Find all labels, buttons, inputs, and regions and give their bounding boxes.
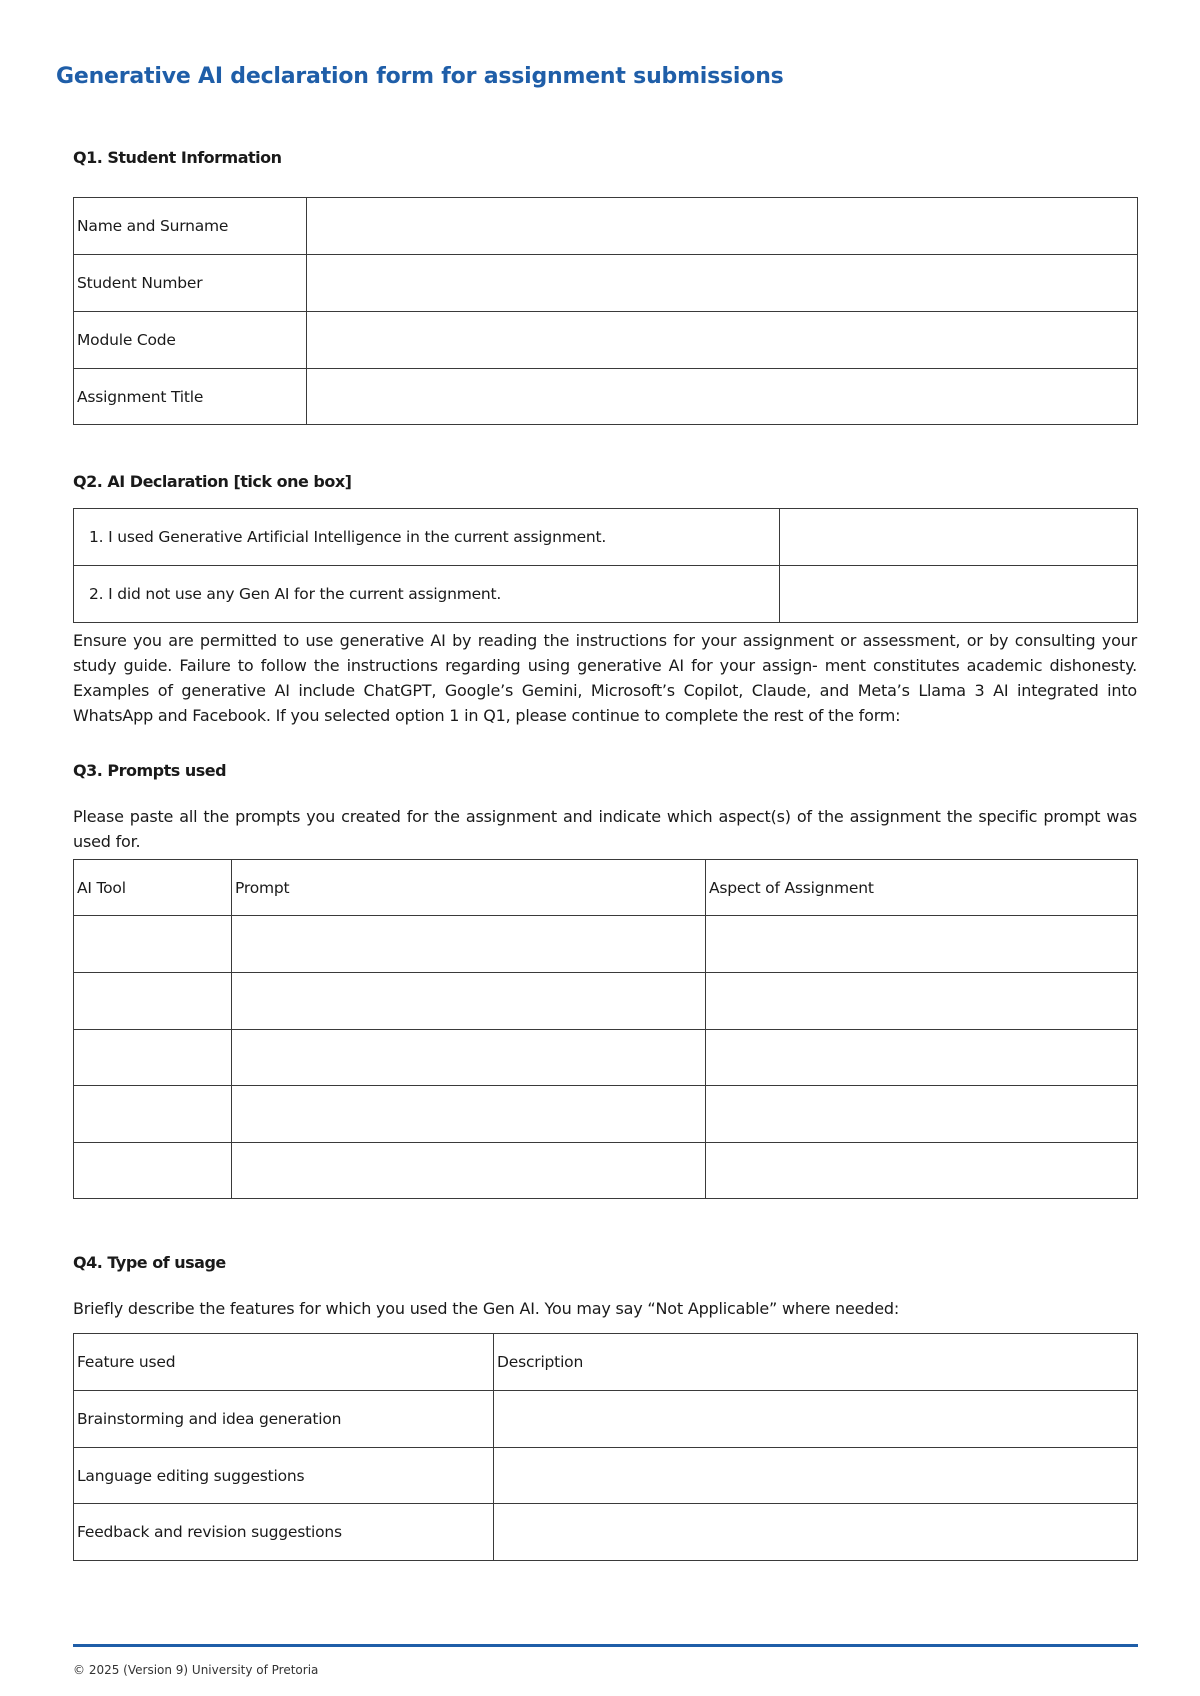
module-code-field[interactable] — [307, 312, 1138, 369]
option-2-label — [74, 566, 780, 623]
module-code-label: Module Code — [74, 312, 307, 369]
feature-language-editing-label: Language editing suggestions — [74, 1448, 494, 1504]
assignment-title-field[interactable] — [307, 369, 1138, 425]
ai-tool-cell[interactable] — [74, 1143, 232, 1199]
aspect-cell[interactable] — [706, 973, 1138, 1030]
q3-instruction: Please paste all the prompts you created for the assignment and indicate which aspect(s) of the assignment the specific prompt was used for. — [73, 807, 1137, 851]
option-1-label — [74, 509, 780, 566]
table-row — [74, 1448, 1138, 1504]
prompt-cell[interactable] — [232, 1143, 706, 1199]
feature-language-editing-description[interactable] — [494, 1448, 1138, 1504]
column-header-aspect: Aspect of Assignment — [706, 860, 1138, 916]
prompt-cell[interactable] — [232, 973, 706, 1030]
ai-tool-cell[interactable] — [74, 916, 232, 973]
table-row — [74, 973, 1138, 1030]
feature-brainstorming-label: Brainstorming and idea generation — [74, 1391, 494, 1448]
table-row — [74, 1143, 1138, 1199]
feature-feedback-revision-description[interactable] — [494, 1504, 1138, 1561]
column-header-description: Description — [494, 1334, 1138, 1391]
ai-tool-cell[interactable] — [74, 1030, 232, 1086]
student-number-field[interactable] — [307, 255, 1138, 312]
feature-feedback-revision-label: Feedback and revision suggestions — [74, 1504, 494, 1561]
q2-note: Ensure you are permitted to use generative AI by reading the instructions for your assignment or assessment, or by consulting your study guide. Failure to follow the instructions regarding using generative AI for your assign- ment constitutes academic dishonesty. Examples of generative AI include ChatGPT, Google’s Gemini, Microsoft’s Copilot, Claude, and Meta’s Llama 3 AI integrated into WhatsApp and Facebook. If you selected option 1 in Q1, please continue to complete the rest of the form: — [73, 631, 1137, 725]
q3-heading: Q3. Prompts used — [73, 761, 227, 780]
aspect-cell[interactable] — [706, 916, 1138, 973]
prompt-cell[interactable] — [232, 916, 706, 973]
assignment-title-label: Assignment Title — [74, 369, 307, 425]
aspect-cell[interactable] — [706, 1030, 1138, 1086]
option-1-text: I used Generative Artificial Intelligence in the current assignment. — [108, 528, 607, 546]
option-2-number: 2. — [89, 585, 104, 603]
table-row — [74, 198, 1138, 255]
ai-tool-cell[interactable] — [74, 973, 232, 1030]
table-row — [74, 1030, 1138, 1086]
table-row — [74, 1391, 1138, 1448]
page-title: Generative AI declaration form for assignment submissions — [56, 64, 784, 89]
q2-heading: Q2. AI Declaration [tick one box] — [73, 472, 352, 491]
option-1-tick-box[interactable] — [780, 509, 1138, 566]
feature-brainstorming-description[interactable] — [494, 1391, 1138, 1448]
name-surname-field[interactable] — [307, 198, 1138, 255]
aspect-cell[interactable] — [706, 1086, 1138, 1143]
option-2-text: I did not use any Gen AI for the current assignment. — [108, 585, 502, 603]
table-row — [74, 1504, 1138, 1561]
prompts-table — [73, 859, 1138, 1199]
table-row — [74, 860, 1138, 916]
table-row — [74, 916, 1138, 973]
student-number-label: Student Number — [74, 255, 307, 312]
table-row — [74, 1334, 1138, 1391]
footer-divider — [73, 1644, 1138, 1647]
q1-heading: Q1. Student Information — [73, 148, 282, 167]
option-1-number: 1. — [89, 528, 104, 546]
q4-instruction: Briefly describe the features for which you used the Gen AI. You may say “Not Applicable” where needed: — [73, 1299, 900, 1318]
table-row — [74, 566, 1138, 623]
table-row — [74, 369, 1138, 425]
name-surname-label: Name and Surname — [74, 198, 307, 255]
table-row — [74, 312, 1138, 369]
column-header-ai-tool: AI Tool — [74, 860, 232, 916]
column-header-feature: Feature used — [74, 1334, 494, 1391]
student-info-table — [73, 197, 1138, 425]
aspect-cell[interactable] — [706, 1143, 1138, 1199]
usage-table — [73, 1333, 1138, 1561]
table-row — [74, 509, 1138, 566]
footer-copyright: © 2025 (Version 9) University of Pretoria — [73, 1663, 319, 1677]
table-row — [74, 1086, 1138, 1143]
column-header-prompt: Prompt — [232, 860, 706, 916]
ai-tool-cell[interactable] — [74, 1086, 232, 1143]
option-2-tick-box[interactable] — [780, 566, 1138, 623]
table-row — [74, 255, 1138, 312]
prompt-cell[interactable] — [232, 1086, 706, 1143]
prompt-cell[interactable] — [232, 1030, 706, 1086]
q4-heading: Q4. Type of usage — [73, 1253, 226, 1272]
ai-declaration-table — [73, 508, 1138, 623]
